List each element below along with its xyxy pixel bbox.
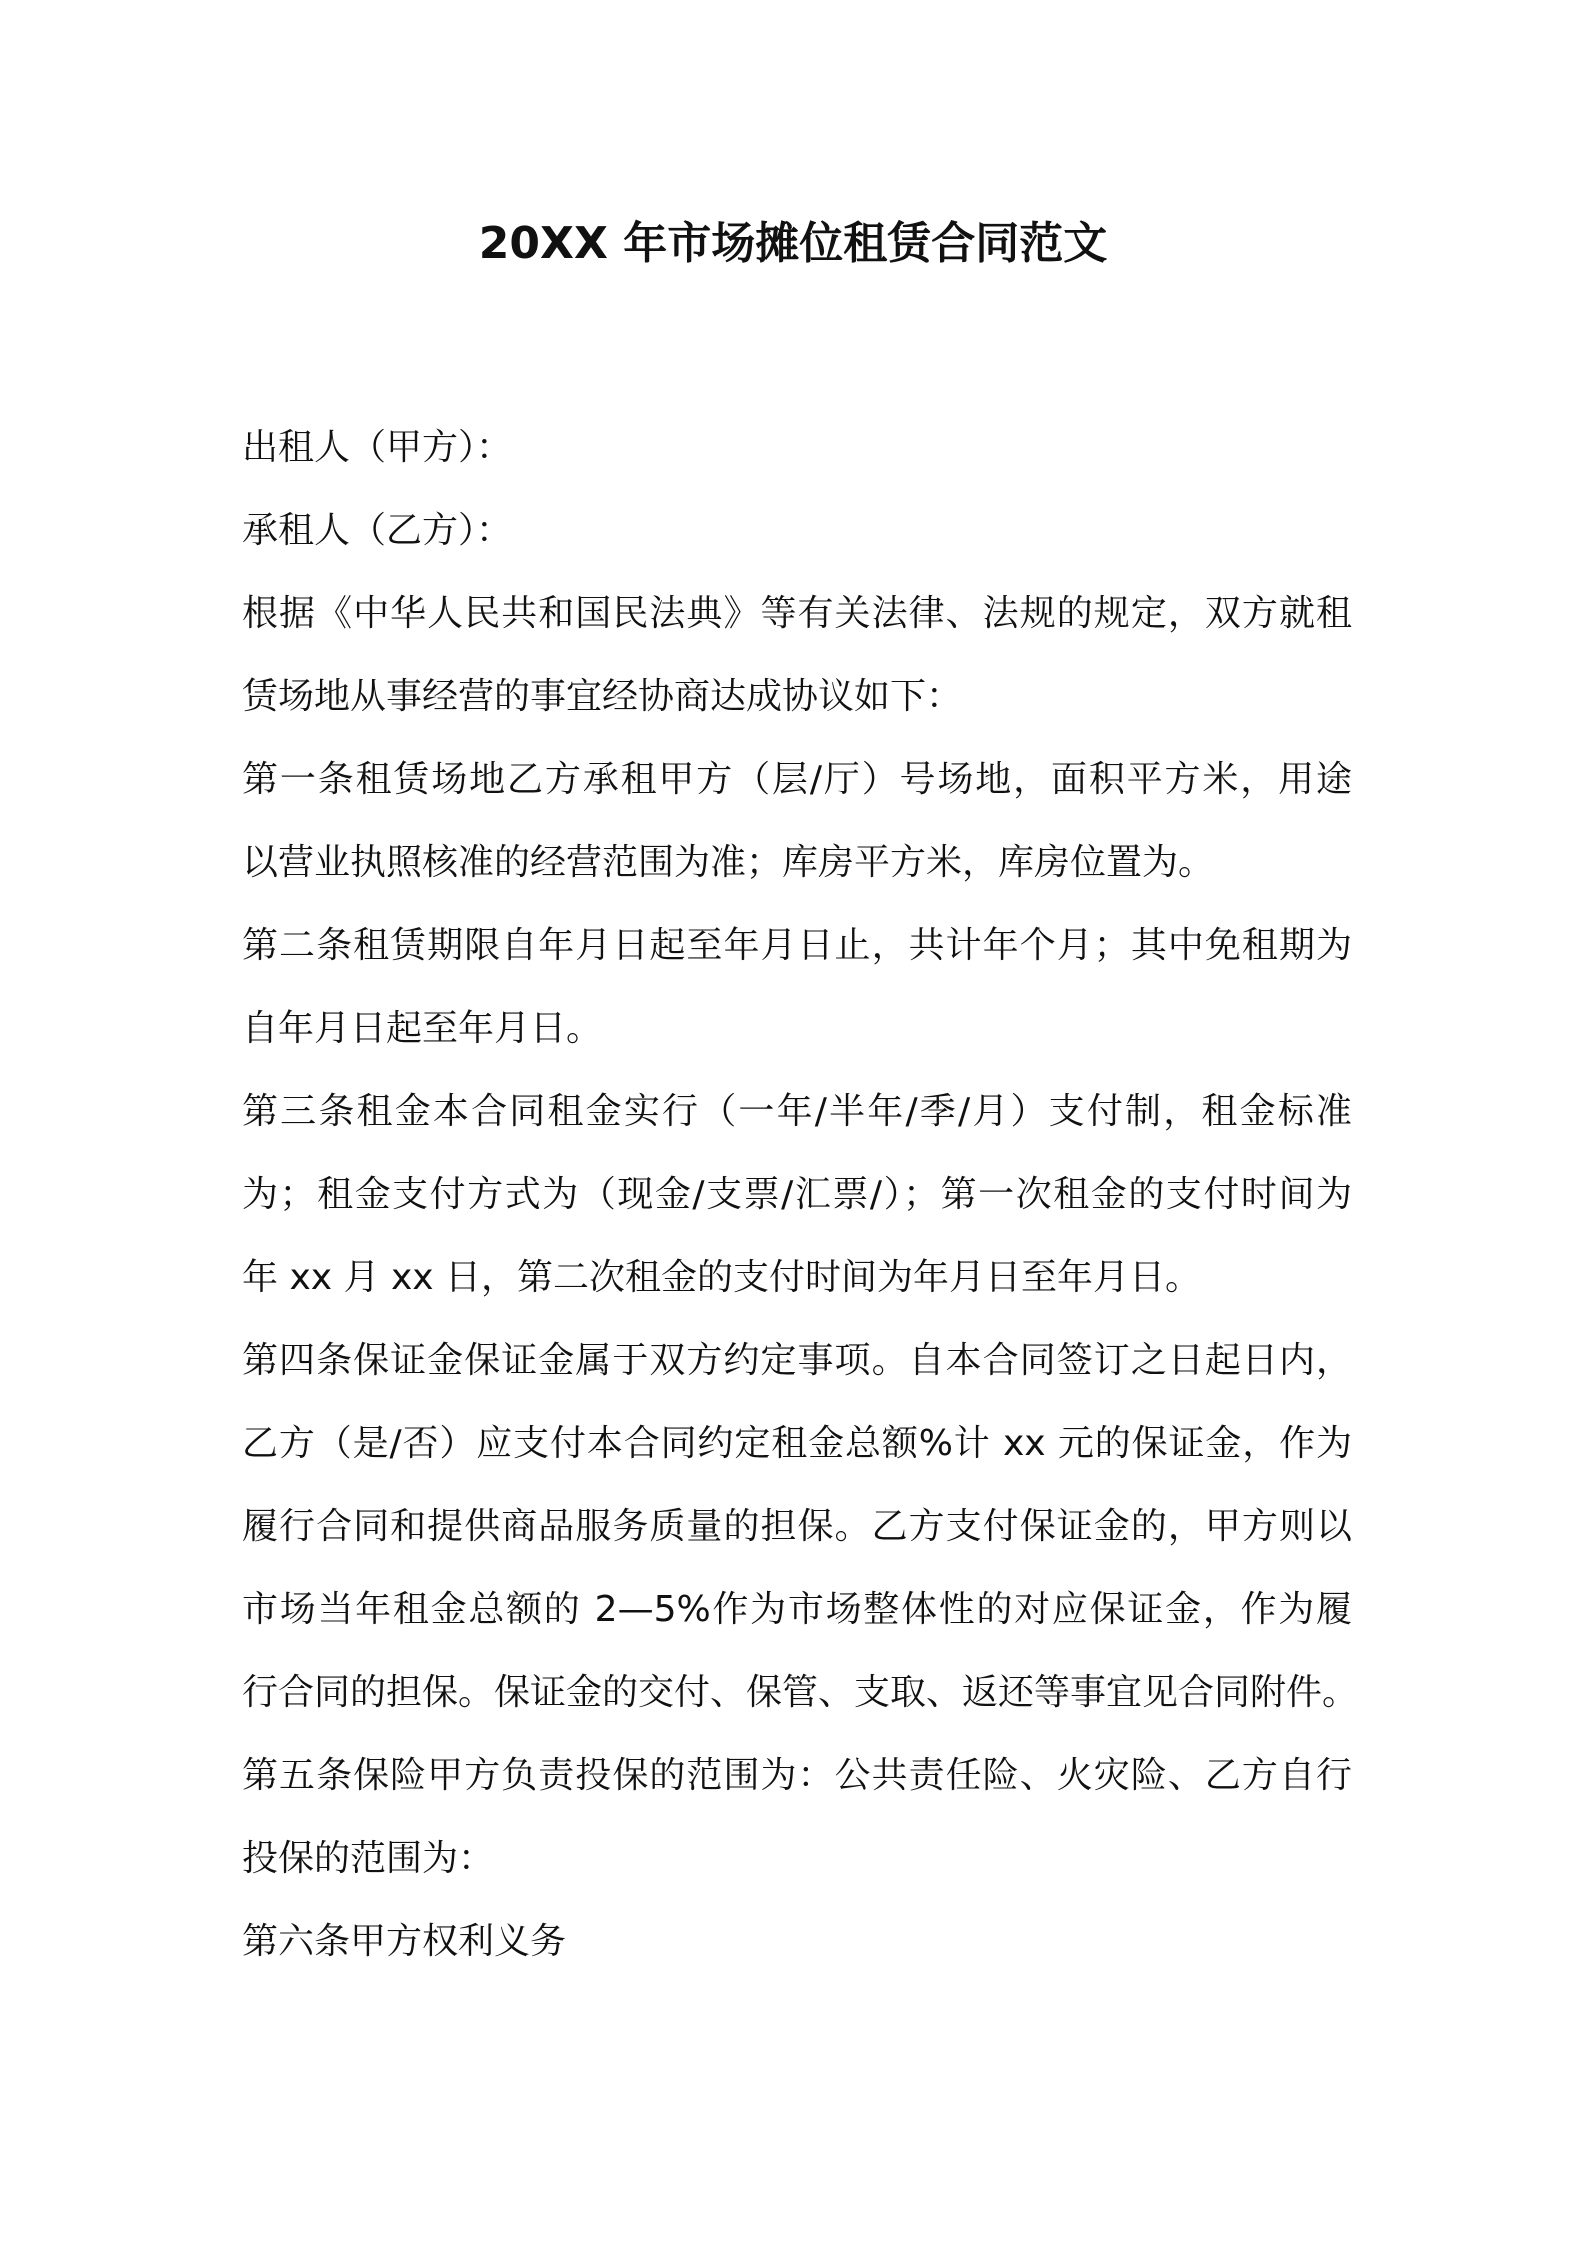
body-line: 投保的范围为：: [242, 1838, 495, 1879]
body-line: 承租人（乙方）：: [242, 510, 513, 551]
body-line: 第四条保证金保证金属于双方约定事项。自本合同签订之日起日内，: [242, 1340, 1352, 1381]
body-line: 第六条甲方权利义务: [242, 1921, 567, 1962]
body-line: 行合同的担保。保证金的交付、保管、支取、返还等事宜见合同附件。: [242, 1672, 1359, 1713]
body-line: 根据《中华人民共和国民法典》等有关法律、法规的规定，双方就租: [242, 593, 1352, 634]
body-line: 第二条租赁期限自年月日起至年月日止，共计年个月；其中免租期为: [242, 925, 1352, 966]
body-line: 乙方（是/否）应支付本合同约定租金总额%计 xx 元的保证金，作为: [242, 1423, 1352, 1464]
body-line: 市场当年租金总额的 2—5%作为市场整体性的对应保证金，作为履: [242, 1589, 1352, 1630]
body-line: 出租人（甲方）：: [242, 427, 513, 468]
body-line: 第五条保险甲方负责投保的范围为：公共责任险、火灾险、乙方自行: [242, 1755, 1352, 1796]
document-body: [242, 406, 1359, 1983]
body-line: 自年月日起至年月日。: [242, 1008, 603, 1049]
body-line: 第一条租赁场地乙方承租甲方（层/厅）号场地，面积平方米，用途: [242, 759, 1352, 800]
body-line: 赁场地从事经营的事宜经协商达成协议如下：: [242, 676, 963, 717]
body-line: 为；租金支付方式为（现金/支票/汇票/）；第一次租金的支付时间为: [242, 1174, 1352, 1215]
body-line: 以营业执照核准的经营范围为准；库房平方米，库房位置为。: [242, 842, 1215, 883]
document-title: 20XX 年市场摊位租赁合同范文: [478, 218, 1108, 269]
body-line: 年 xx 月 xx 日，第二次租金的支付时间为年月日至年月日。: [242, 1257, 1201, 1298]
body-line: 第三条租金本合同租金实行（一年/半年/季/月）支付制，租金标准: [242, 1091, 1352, 1132]
body-line: 履行合同和提供商品服务质量的担保。乙方支付保证金的，甲方则以: [242, 1506, 1352, 1547]
